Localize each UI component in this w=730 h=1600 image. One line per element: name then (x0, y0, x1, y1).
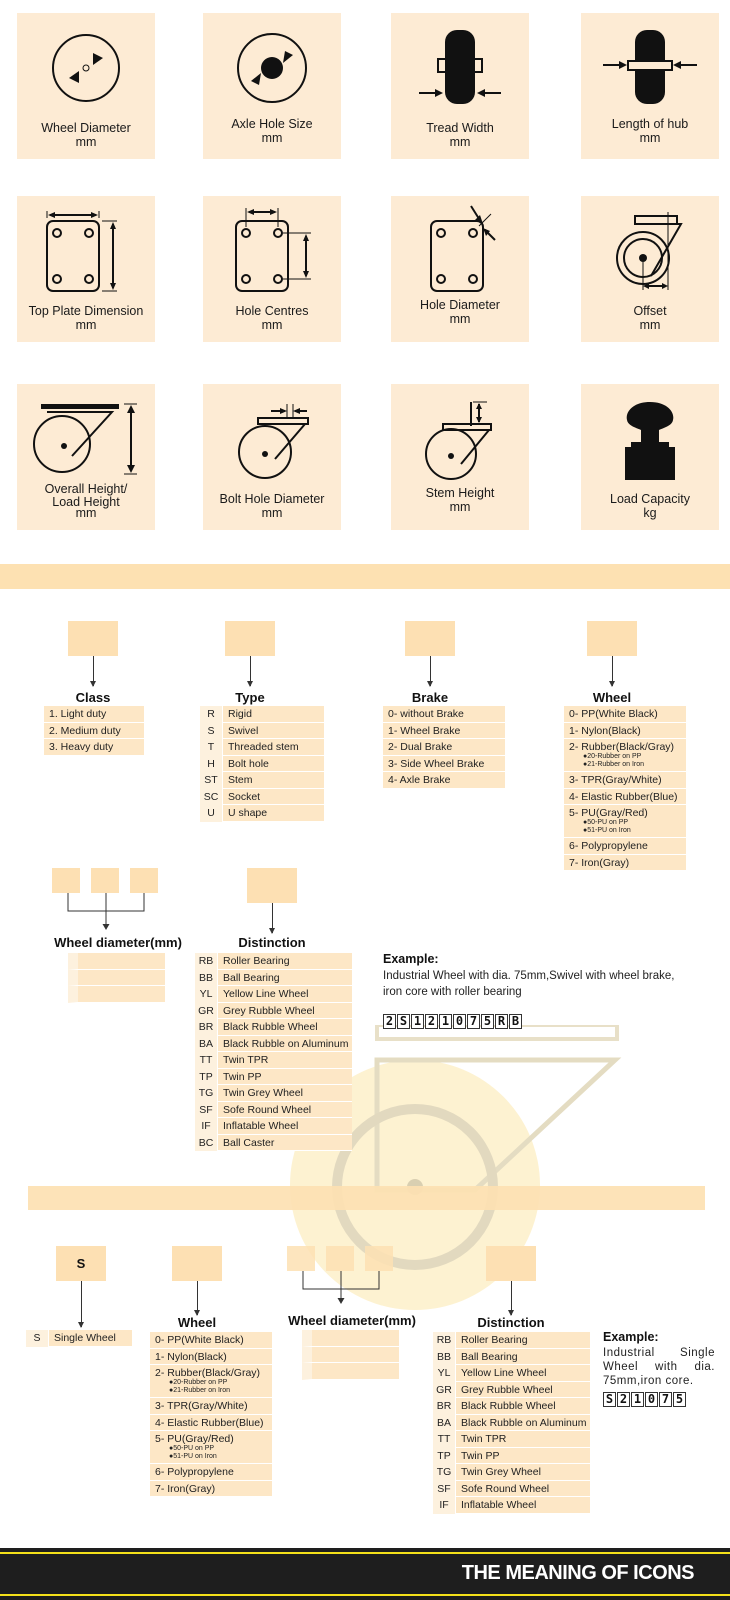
list-item: TT Twin TPR (433, 1431, 590, 1448)
single-distinction-list (433, 1332, 590, 1514)
single-diameter-connector (295, 1271, 395, 1311)
axle-hole-icon (203, 13, 341, 113)
icon-label: Bolt Hole Diameter (219, 492, 325, 506)
hub-length-icon (581, 13, 719, 113)
wheel-heading: Wheel (592, 690, 632, 705)
single-example-heading: Example: (603, 1330, 659, 1344)
single-example-text: Industrial Single Wheel with dia. 75mm,iron core. (603, 1347, 715, 1387)
list-item: S Swivel (200, 723, 324, 740)
stem-height-icon (391, 384, 529, 484)
list-item: 2- Rubber(Black/Gray) ●20-Rubber on PP ●21-Rubber on Iron (564, 739, 686, 772)
list-item: S Single Wheel (26, 1330, 132, 1347)
single-diameter-cells (302, 1330, 399, 1380)
list-item: TP Twin PP (433, 1448, 590, 1465)
class-box (68, 621, 118, 656)
type-arrow (250, 656, 251, 686)
icon-card (581, 384, 719, 530)
icon-card (203, 13, 341, 159)
list-item: 7- Iron(Gray) (564, 855, 686, 872)
icon-label: Top Plate Dimension (28, 304, 144, 318)
list-item: 3- TPR(Gray/White) (150, 1398, 272, 1415)
list-item: 7- Iron(Gray) (150, 1481, 272, 1498)
code-char: 0 (645, 1392, 658, 1407)
list-item: 6- Polypropylene (564, 838, 686, 855)
icon-card (391, 384, 529, 530)
icon-label: Overall Height/ (44, 482, 128, 496)
list-item: H Bolt hole (200, 756, 324, 773)
single-diameter-heading: Wheel diameter(mm) (288, 1313, 416, 1328)
list-item: 3- TPR(Gray/White) (564, 772, 686, 789)
icon-label: mm (449, 312, 471, 326)
single-distinction-heading: Distinction (477, 1315, 545, 1330)
list-item: TG Twin Grey Wheel (433, 1464, 590, 1481)
overall-height-icon (17, 384, 155, 484)
list-item: U U shape (200, 805, 324, 822)
single-diameter-box-2 (326, 1246, 354, 1271)
single-distinction-arrow (511, 1281, 512, 1315)
hole-centres-icon (203, 196, 341, 296)
list-item: BR Black Rubble Wheel (433, 1398, 590, 1415)
single-wheel-arrow (197, 1281, 198, 1315)
list-item: 3- Side Wheel Brake (383, 756, 505, 773)
type-heading: Type (235, 690, 265, 705)
icon-card (17, 196, 155, 342)
list-item: BC Ball Caster (195, 1135, 352, 1152)
diameter-connector (60, 893, 160, 933)
wheel-box (587, 621, 637, 656)
icon-card (391, 13, 529, 159)
brake-heading: Brake (411, 690, 449, 705)
offset-icon (581, 196, 719, 296)
class-arrow (93, 656, 94, 686)
code-char: R (495, 1014, 508, 1029)
code-char: 5 (481, 1014, 494, 1029)
type-list (200, 706, 324, 822)
distinction-list (195, 953, 352, 1151)
code-char: 7 (659, 1392, 672, 1407)
list-item: 6- Polypropylene (150, 1464, 272, 1481)
class-heading: Class (75, 690, 111, 705)
list-item: R Rigid (200, 706, 324, 723)
list-item: YL Yellow Line Wheel (195, 986, 352, 1003)
list-item: SF Sofe Round Wheel (195, 1102, 352, 1119)
list-item: TP Twin PP (195, 1069, 352, 1086)
footer-title: THE MEANING OF ICONS (461, 1562, 694, 1584)
icon-card (581, 196, 719, 342)
icon-label: Tread Width (426, 121, 494, 135)
icon-label: mm (449, 500, 471, 514)
icon-label: mm (261, 318, 283, 332)
single-type-box: S (56, 1246, 106, 1281)
list-item: GR Grey Rubble Wheel (195, 1003, 352, 1020)
icon-card (17, 13, 155, 159)
bolt-hole-icon (203, 384, 341, 484)
single-type-list (26, 1330, 132, 1347)
top-plate-icon (17, 196, 155, 296)
list-item: 3. Heavy duty (44, 739, 144, 756)
list-item: SC Socket (200, 789, 324, 806)
diameter-box-3 (130, 868, 158, 893)
list-item: 0- PP(White Black) (564, 706, 686, 723)
icon-card (203, 384, 341, 530)
hole-diameter-icon (391, 196, 529, 296)
code-char: 0 (453, 1014, 466, 1029)
icon-label: mm (261, 131, 283, 145)
list-item: BA Black Rubble on Aluminum (433, 1415, 590, 1432)
list-item: YL Yellow Line Wheel (433, 1365, 590, 1382)
list-item: 4- Axle Brake (383, 772, 505, 789)
list-item: 0- PP(White Black) (150, 1332, 272, 1349)
code-char: 5 (673, 1392, 686, 1407)
icon-label: Wheel Diameter (41, 121, 131, 135)
list-item: ST Stem (200, 772, 324, 789)
list-item: 2- Rubber(Black/Gray) ●20-Rubber on PP ●21-Rubber on Iron (150, 1365, 272, 1398)
example-text: Industrial Wheel with dia. 75mm,Swivel with wheel brake, iron core with roller bearing (383, 970, 675, 998)
code-char: 1 (439, 1014, 452, 1029)
distinction-box (247, 868, 297, 903)
icon-label: Offset (633, 304, 667, 318)
list-item: RB Roller Bearing (195, 953, 352, 970)
list-item: RB Roller Bearing (433, 1332, 590, 1349)
list-item: 1- Nylon(Black) (150, 1349, 272, 1366)
list-item: SF Sofe Round Wheel (433, 1481, 590, 1498)
footer-stripe-top (0, 1552, 730, 1554)
icon-label: Load Capacity (610, 492, 690, 506)
class-list (44, 706, 144, 756)
icon-label: mm (75, 318, 97, 332)
list-item: T Threaded stem (200, 739, 324, 756)
distinction-heading: Distinction (238, 935, 306, 950)
icon-label: Stem Height (425, 486, 495, 500)
list-item: BB Ball Bearing (433, 1349, 590, 1366)
brake-list (383, 706, 505, 789)
code-char: 2 (425, 1014, 438, 1029)
diameter-box-1 (52, 868, 80, 893)
distinction-arrow (272, 903, 273, 933)
single-example-code (603, 1390, 687, 1408)
icon-label: kg (643, 506, 657, 520)
list-item: 2. Medium duty (44, 723, 144, 740)
wheel-arrow (612, 656, 613, 686)
icon-card (203, 196, 341, 342)
list-item: 4- Elastic Rubber(Blue) (564, 789, 686, 806)
diameter-heading: Wheel diameter(mm) (54, 935, 182, 950)
list-item: TT Twin TPR (195, 1052, 352, 1069)
list-item: BR Black Rubble Wheel (195, 1019, 352, 1036)
icon-label: mm (75, 506, 97, 520)
icon-label: Length of hub (611, 117, 689, 131)
code-char: 2 (617, 1392, 630, 1407)
list-item: BB Ball Bearing (195, 970, 352, 987)
code-char: 1 (411, 1014, 424, 1029)
example-heading: Example: (383, 952, 439, 966)
icon-label: mm (639, 318, 661, 332)
list-item: GR Grey Rubble Wheel (433, 1382, 590, 1399)
section-band-caster (0, 564, 730, 589)
list-item: BA Black Rubble on Aluminum (195, 1036, 352, 1053)
icon-label: mm (639, 131, 661, 145)
type-box (225, 621, 275, 656)
icon-label: mm (449, 135, 471, 149)
section-band-single (28, 1186, 705, 1210)
code-char: 1 (631, 1392, 644, 1407)
icon-label: Hole Centres (235, 304, 309, 318)
footer-bar (0, 1548, 730, 1600)
list-item: 0- without Brake (383, 706, 505, 723)
single-diameter-box-3 (365, 1246, 393, 1271)
list-item: IF Inflatable Wheel (433, 1497, 590, 1514)
icon-label: Hole Diameter (420, 298, 500, 312)
list-item: 5- PU(Gray/Red) ●50-PU on PP ●51-PU on Iron (564, 805, 686, 838)
single-wheel-box (172, 1246, 222, 1281)
list-item: 1- Nylon(Black) (564, 723, 686, 740)
diameter-cells (68, 953, 165, 1003)
wheel-list (564, 706, 686, 871)
footer-stripe-bottom (0, 1594, 730, 1596)
code-char: 2 (383, 1014, 396, 1029)
wheel-diameter-icon (17, 13, 155, 113)
icon-card (391, 196, 529, 342)
single-wheel-heading: Wheel (177, 1315, 217, 1330)
icon-label: Load Height (52, 495, 120, 509)
list-item: 1- Wheel Brake (383, 723, 505, 740)
list-item: 2- Dual Brake (383, 739, 505, 756)
icon-label: mm (75, 135, 97, 149)
icon-card (581, 13, 719, 159)
single-diameter-box-1 (287, 1246, 315, 1271)
list-item: TG Twin Grey Wheel (195, 1085, 352, 1102)
single-wheel-list (150, 1332, 272, 1497)
code-char: 7 (467, 1014, 480, 1029)
list-item: 1. Light duty (44, 706, 144, 723)
list-item: 5- PU(Gray/Red) ●50-PU on PP ●51-PU on Iron (150, 1431, 272, 1464)
icon-card (17, 384, 155, 530)
list-item: 4- Elastic Rubber(Blue) (150, 1415, 272, 1432)
weight-icon (581, 384, 719, 484)
code-char: S (397, 1014, 410, 1029)
brake-arrow (430, 656, 431, 686)
icon-label: mm (261, 506, 283, 520)
single-distinction-box (486, 1246, 536, 1281)
code-char: S (603, 1392, 616, 1407)
diameter-box-2 (91, 868, 119, 893)
tread-width-icon (391, 13, 529, 113)
list-item: IF Inflatable Wheel (195, 1118, 352, 1135)
icon-label: Axle Hole Size (231, 117, 313, 131)
brake-box (405, 621, 455, 656)
example-code (383, 1012, 523, 1030)
code-char: B (509, 1014, 522, 1029)
single-type-arrow (81, 1281, 82, 1327)
